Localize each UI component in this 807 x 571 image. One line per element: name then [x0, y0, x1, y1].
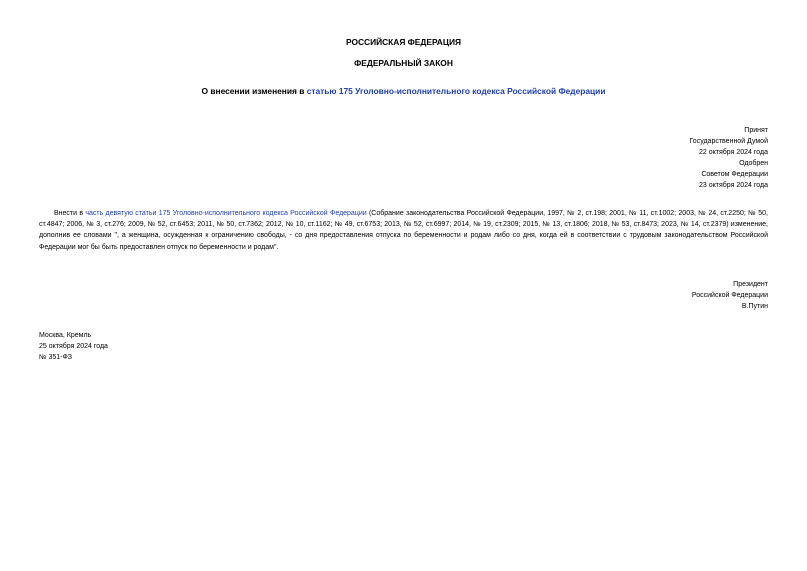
- signer-name: В.Путин: [741, 303, 768, 310]
- signer-country: Российской Федерации: [691, 292, 768, 299]
- signature-block: [692, 279, 768, 312]
- article-175-link[interactable]: статью 175 Уголовно-исполнительного кодекса Российской Федерации: [306, 86, 606, 96]
- country-heading: РОССИЙСКАЯ ФЕДЕРАЦИЯ: [345, 37, 462, 47]
- law-title: [0, 86, 807, 96]
- adopted-date: 22 октября 2024 года: [699, 149, 768, 156]
- approved-by: Советом Федерации: [701, 171, 768, 178]
- issuance-block: [39, 330, 108, 363]
- law-type-heading: ФЕДЕРАЛЬНЫЙ ЗАКОН: [354, 58, 453, 68]
- issuance-date: 25 октября 2024 года: [39, 343, 108, 350]
- law-number: № 351-ФЗ: [39, 354, 73, 361]
- body-prefix: Внести в: [54, 210, 86, 217]
- approved-label: Одобрен: [739, 160, 768, 167]
- issuance-place: Москва, Кремль: [39, 332, 92, 339]
- part-nine-article-175-link[interactable]: часть девятую статьи 175 Уголовно-исполнительного кодекса Российской Федерации: [85, 210, 367, 217]
- law-body-paragraph: [39, 208, 768, 253]
- law-title-prefix: О внесении изменения в: [201, 86, 307, 96]
- adopted-by: Государственной Думой: [689, 138, 768, 145]
- signer-position: Президент: [733, 281, 768, 288]
- body-text: (Собрание законодательства Российской Федерации, 1997, № 2, ст.198; 2001, № 11, ст.1002; 2003, № 24, ст.2250; № 50, ст.4847; 2006, № 3, ст.276; 2009, № 52, ст.6453; 2011, № 50, ст.7362; 2012, № 10, ст.1162; № 49, ст.6753; 2013, № 52, ст.6997; 2014, № 19, ст.2309; 2015, № 13, ст.1806; 2018, № 53, ст.8473; 2023, № 14, ст.2379) изменение, дополнив ее словами ", а женщина, осужденная к ограничению свободы, - со дня предоставления отпуска по беременности и родам либо со дня, когда ей в соответствии с трудовым законодательством Российской Федерации мог бы быть предоставлен отпуск по беременности и родам".: [39, 210, 768, 251]
- approved-date: 23 октября 2024 года: [699, 182, 768, 189]
- adoption-block: [689, 125, 768, 191]
- adopted-label: Принят: [744, 127, 768, 134]
